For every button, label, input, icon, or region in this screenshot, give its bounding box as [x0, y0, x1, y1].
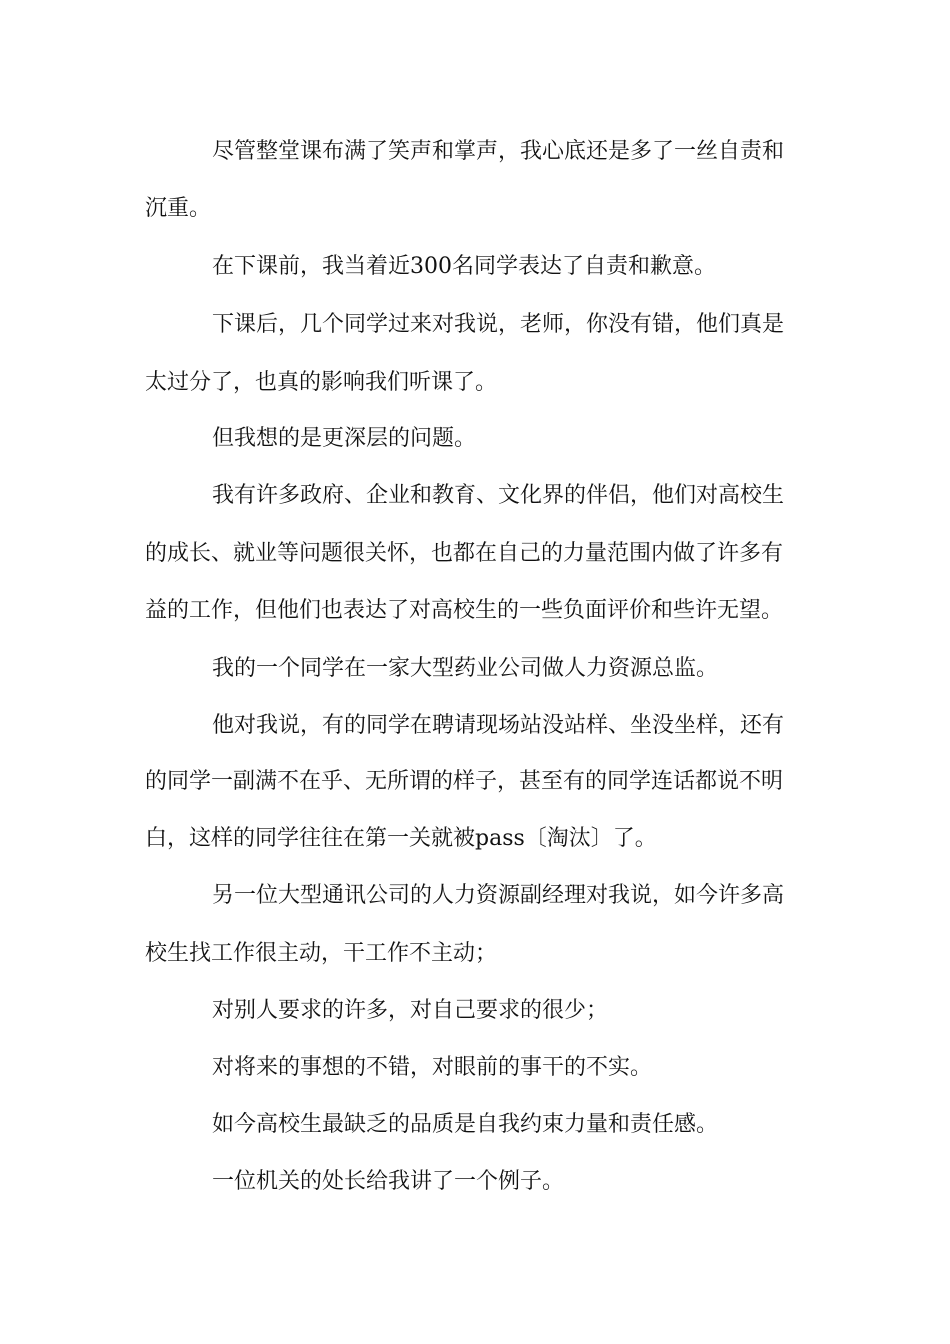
text-line: 白，这样的同学往往在第一关就被pass〔淘汰〕了。 [145, 826, 657, 851]
text-line: 我的一个同学在一家大型药业公司做人力资源总监。 [212, 656, 719, 681]
text-line: 沉重。 [145, 196, 212, 221]
text-line: 一位机关的处长给我讲了一个例子。 [212, 1169, 565, 1194]
text-line: 另一位大型通讯公司的人力资源副经理对我说，如今许多高 [212, 883, 785, 908]
text-line: 但我想的是更深层的问题。 [212, 426, 477, 451]
text-line: 的同学一副满不在乎、无所谓的样子，甚至有的同学连话都说不明 [145, 769, 784, 794]
text-line: 对将来的事想的不错，对眼前的事干的不实。 [212, 1055, 653, 1080]
text-line: 对别人要求的许多，对自己要求的很少； [212, 998, 609, 1023]
text-line: 他对我说，有的同学在聘请现场站没站样、坐没坐样，还有 [212, 713, 785, 738]
text-line: 尽管整堂课布满了笑声和掌声，我心底还是多了一丝自责和 [212, 139, 785, 164]
text-line: 如今高校生最缺乏的品质是自我约束力量和责任感。 [212, 1112, 719, 1137]
text-line: 的成长、就业等问题很关怀，也都在自己的力量范围内做了许多有 [145, 541, 784, 566]
text-line: 益的工作，但他们也表达了对高校生的一些负面评价和些许无望。 [145, 598, 784, 623]
text-line: 在下课前，我当着近300名同学表达了自责和歉意。 [212, 254, 716, 279]
text-line: 我有许多政府、企业和教育、文化界的伴侣，他们对高校生 [212, 483, 785, 508]
text-line: 校生找工作很主动，干工作不主动； [145, 941, 498, 966]
text-line: 下课后，几个同学过来对我说，老师，你没有错，他们真是 [212, 312, 785, 337]
text-line: 太过分了，也真的影响我们听课了。 [145, 370, 498, 395]
